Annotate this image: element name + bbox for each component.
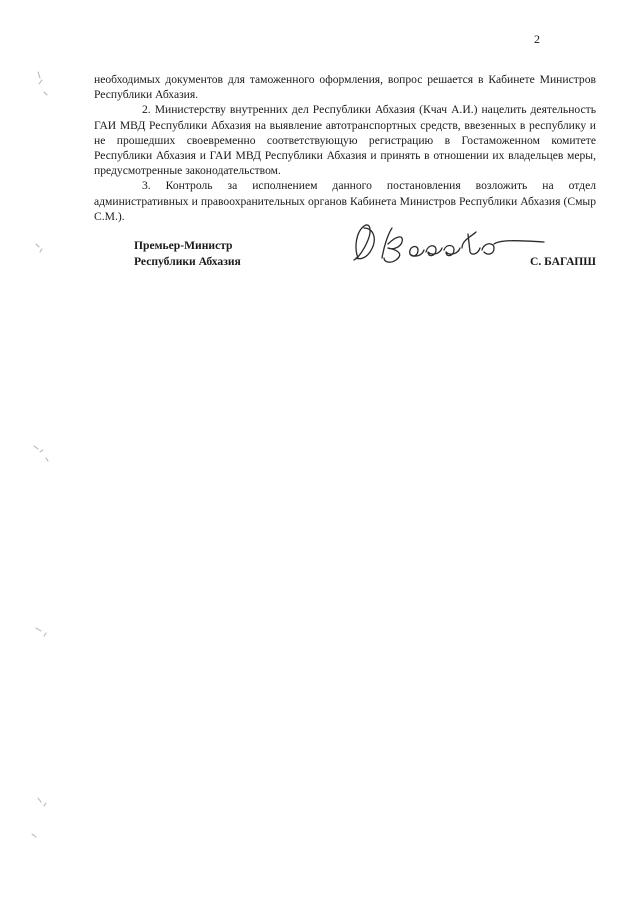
signatory-title-line1: Премьер-Министр [134,239,233,252]
signatory-title-line2: Республики Абхазия [134,255,241,268]
paragraph-item-3: 3. Контроль за исполнением данного постановления возложить на отдел административных и правоохранительных органов Кабинета Министров Республики Абхазия (Смыр С.М.). [94,179,596,223]
scan-margin-marks [0,0,70,905]
document-body [94,72,596,224]
signatory-title [134,238,241,270]
page-number: 2 [534,32,540,46]
signature-block [94,232,596,282]
signatory-name: С. БАГАПШ [529,255,596,268]
paragraph-item-2: 2. Министерству внутренних дел Республики Абхазия (Кчач А.И.) нацелить деятельность ГАИ МВД Республики Абхазия на выявление автотранспортных средств, ввезенных в республику и не прошедших своевременно соответствующую регистрацию в Гостаможенном комитете Республики Абхазия и ГАИ МВД Республики Абхазия и принять в отношении их владельцев меры, предусмотренные законодательством. [94,103,596,178]
handwritten-signature [344,218,554,270]
paragraph-continuation: необходимых документов для таможенного оформления, вопрос решается в Кабинете Министров Республики Абхазия. [94,73,596,102]
